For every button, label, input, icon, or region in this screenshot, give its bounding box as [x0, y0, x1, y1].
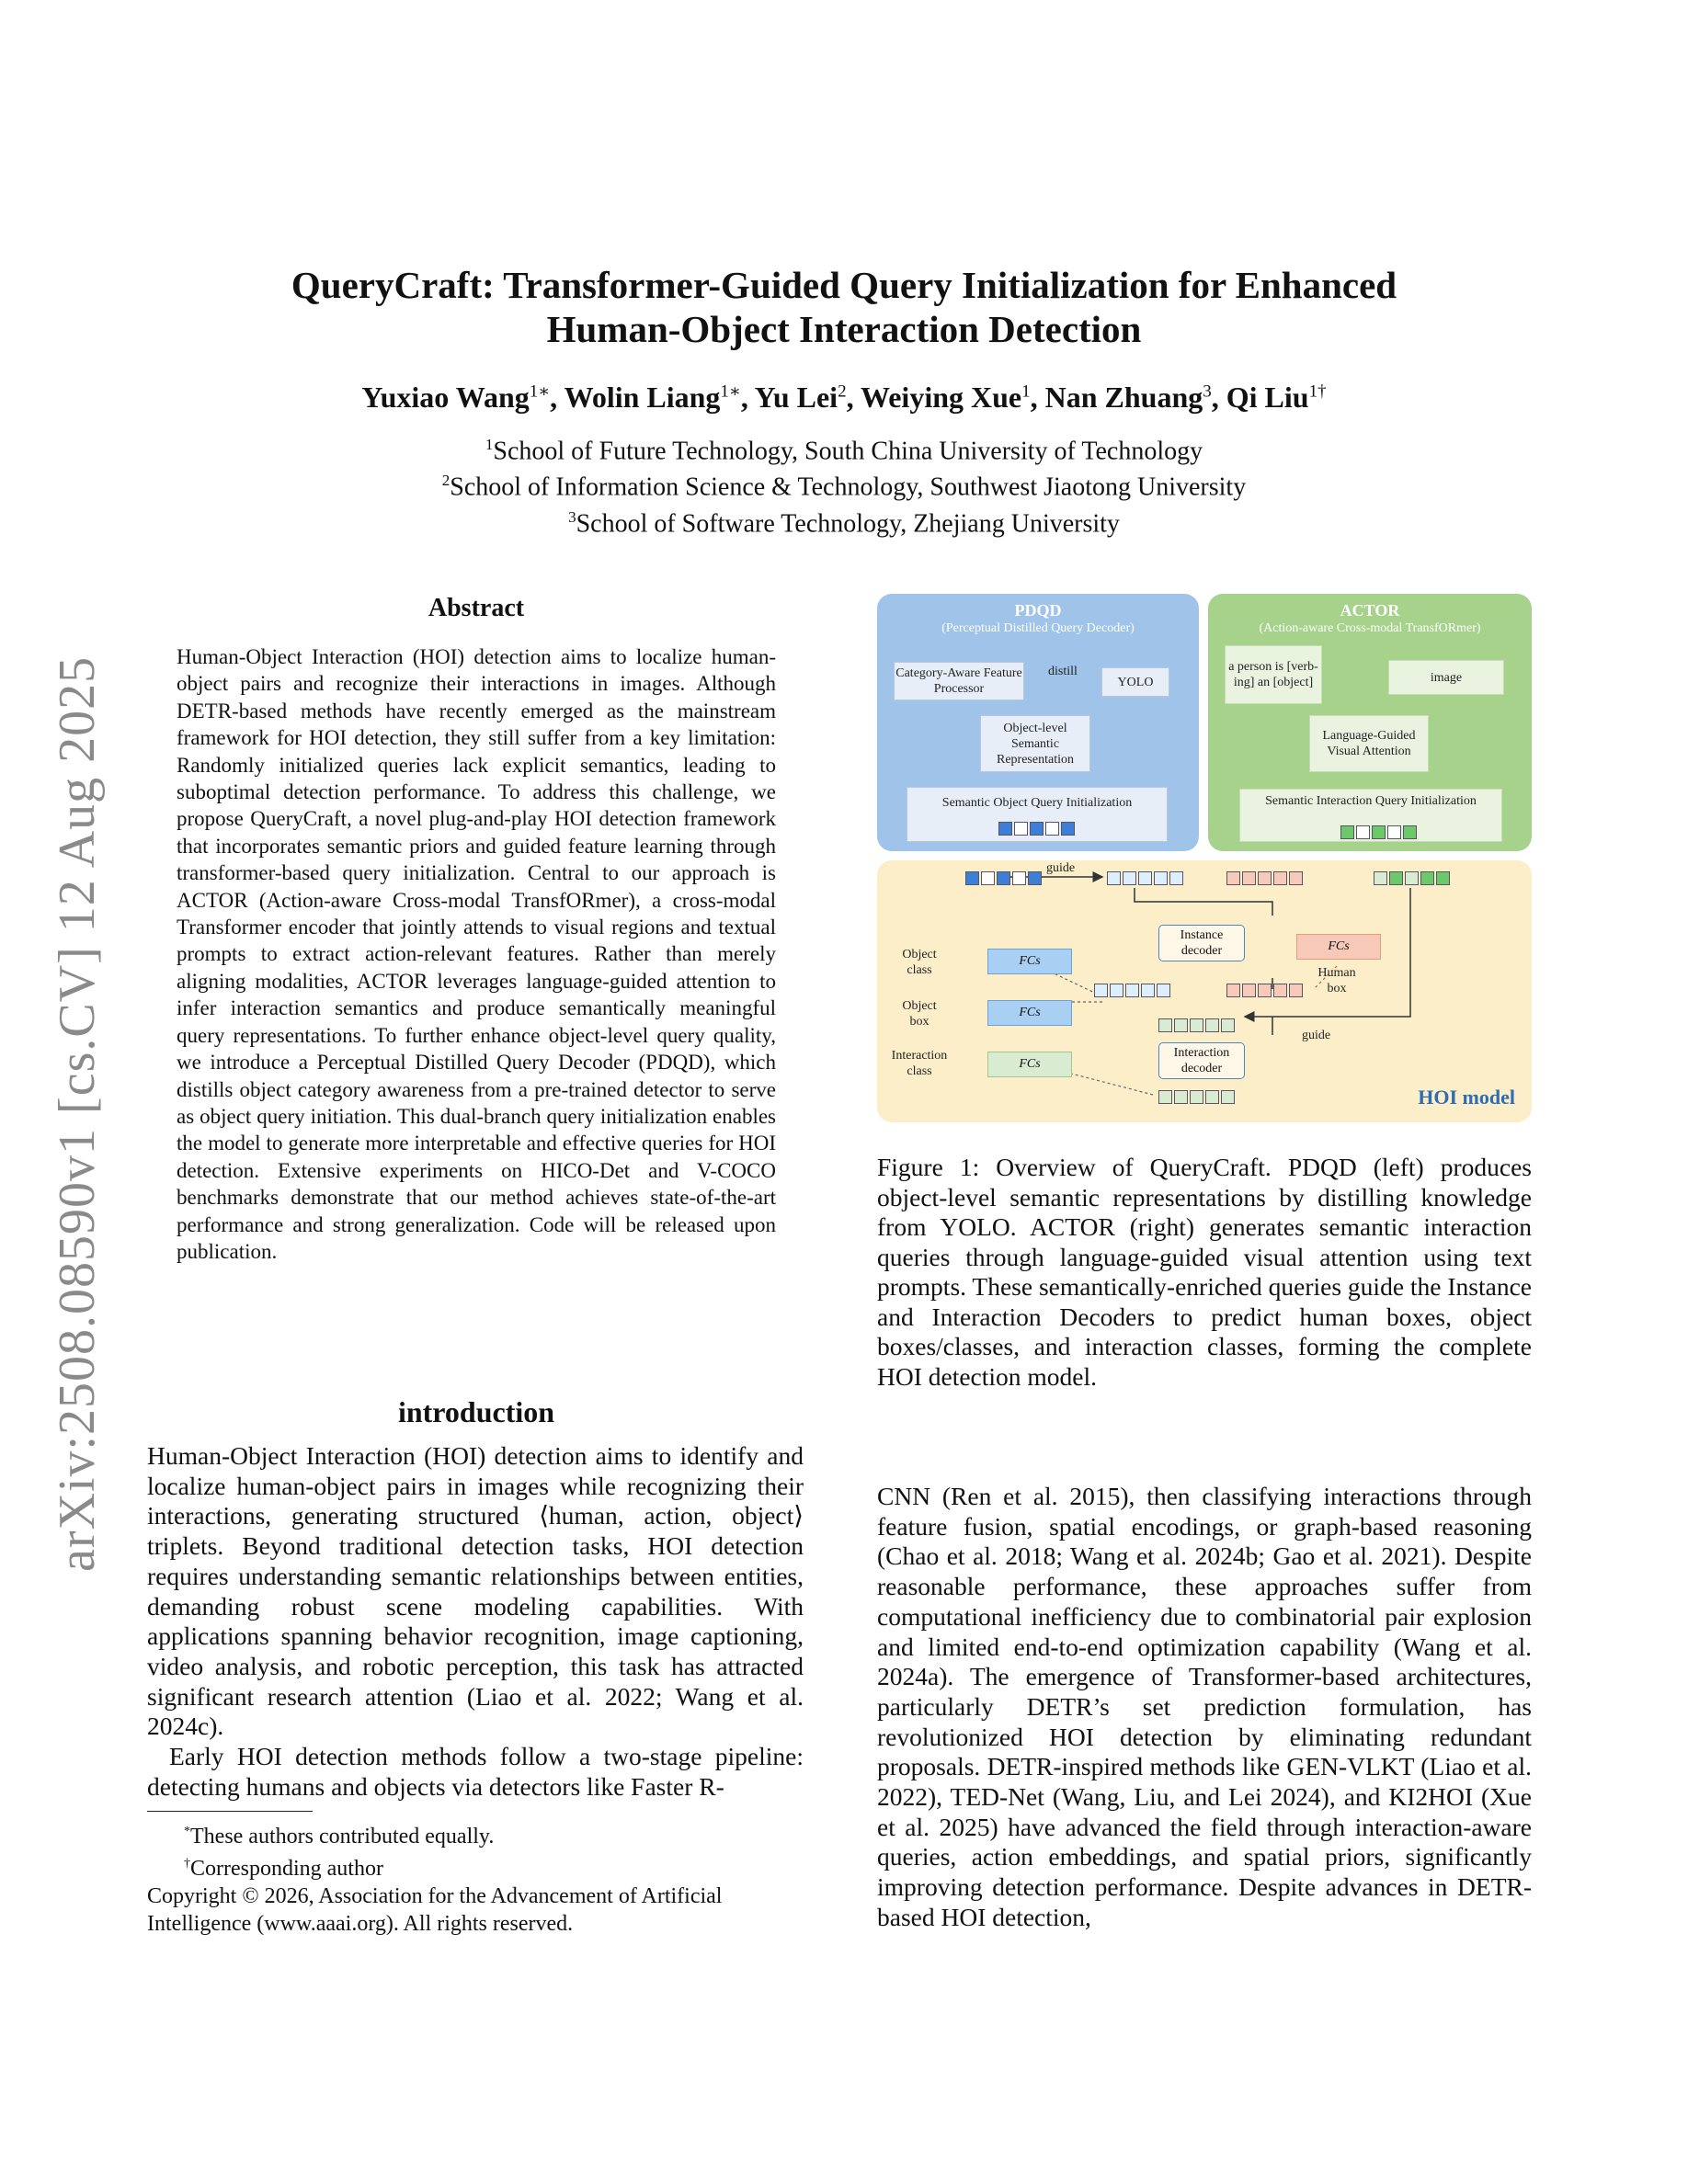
query-cell — [1405, 871, 1419, 885]
query-cell — [1154, 871, 1168, 885]
instance-output-row — [1094, 984, 1170, 997]
intro-paragraph-2: Early HOI detection methods follow a two-stage pipeline: detecting humans and objects via detectors like Faster R- — [147, 1742, 804, 1801]
object-class-label: Object class — [902, 948, 937, 977]
footnote-equal-contribution — [147, 1818, 805, 1850]
query-cell — [1107, 871, 1121, 885]
footnote-mark: † — [184, 1857, 190, 1871]
semantic-interaction-query-label: Semantic Interaction Query Initialization — [1265, 794, 1477, 808]
interaction-query-row — [1340, 825, 1417, 839]
affiliation-sup: 3 — [568, 507, 576, 526]
query-cell — [1028, 871, 1042, 885]
affiliation — [0, 466, 1688, 502]
query-cell — [1125, 984, 1139, 997]
query-cell — [1205, 1090, 1219, 1104]
query-cell — [1258, 984, 1272, 997]
query-cell — [1221, 1018, 1235, 1032]
query-cell — [1226, 984, 1240, 997]
query-cell — [965, 871, 979, 885]
language-guided-box: Language-Guided Visual Attention — [1309, 715, 1429, 772]
footnote-mark: * — [184, 1825, 190, 1838]
affiliations — [0, 430, 1688, 539]
query-cell — [1110, 984, 1123, 997]
query-cell — [1389, 871, 1403, 885]
query-cell — [1374, 871, 1387, 885]
query-cell — [1014, 822, 1028, 836]
instance-decoder-box: Instance decoder — [1158, 925, 1245, 961]
pdqd-title: PDQD — [1014, 601, 1062, 620]
query-cell — [1030, 822, 1044, 836]
distill-label: distill — [1048, 665, 1078, 678]
query-cell — [997, 871, 1010, 885]
query-cell — [1158, 1090, 1172, 1104]
query-cell — [1190, 1018, 1203, 1032]
query-cell — [1273, 871, 1287, 885]
footnotes — [147, 1818, 805, 1938]
interaction-output-row — [1158, 1090, 1235, 1104]
query-cell — [1123, 871, 1136, 885]
query-cell — [1340, 825, 1354, 839]
query-cell — [1094, 984, 1108, 997]
intro-paragraph-1: Human-Object Interaction (HOI) detection aims to identify and localize human-object pairs in images while recognizing their interactions, generating structured ⟨human, action, object⟩ triplets. Beyond traditional detection tasks, HOI detection requires understanding semantic relationships between entities, demanding robust scene modeling capabilities. With applications spanning behavior recognition, image captioning, video analysis, and robotic perception, this task has attracted significant research attention (Liao et al. 2022; Wang et al. 2024c). — [147, 1441, 804, 1741]
query-cell — [1289, 984, 1303, 997]
query-cell — [1289, 871, 1303, 885]
query-cell — [1242, 871, 1256, 885]
pdqd-panel — [877, 594, 1199, 851]
author-name: Wolin Liang — [564, 381, 721, 414]
query-cell — [1169, 871, 1183, 885]
prompt-box: a person is [verb-ing] an [object] — [1225, 645, 1322, 704]
introduction-body — [147, 1441, 804, 1802]
footnote-text: Corresponding author — [190, 1857, 383, 1881]
actor-panel — [1208, 594, 1532, 851]
title-line-1: QueryCraft: Transformer-Guided Query Initialization for Enhanced — [291, 264, 1397, 306]
author-sup: 1∗ — [529, 381, 551, 402]
human-output-row — [1226, 984, 1303, 997]
author-name: Nan Zhuang — [1044, 381, 1203, 414]
human-query-row — [1226, 871, 1303, 885]
hoi-model-label: HOI model — [1418, 1086, 1515, 1109]
affiliation-sup: 2 — [441, 472, 451, 490]
footnote-text: These authors contributed equally. — [190, 1825, 495, 1848]
query-cell — [1045, 822, 1059, 836]
footnote-corresponding — [147, 1850, 805, 1883]
query-cell — [1061, 822, 1075, 836]
figure-1-caption: Figure 1: Overview of QueryCraft. PDQD (left) produces object-level semantic representations by distilling knowledge from YOLO. ACTOR (right) generates semantic interaction queries through language-guided visual attention using text prompts. These semantically-enriched queries guide the Instance and Interaction Decoders to predict human boxes, object boxes/classes, and interaction classes, forming the complete HOI detection model. — [877, 1153, 1532, 1391]
pdqd-subtitle: (Perceptual Distilled Query Decoder) — [941, 621, 1135, 635]
query-cell — [1372, 825, 1386, 839]
author-sup: 2 — [838, 381, 847, 402]
object-box-fcs: FCs — [987, 1000, 1072, 1026]
object-query-row — [998, 822, 1075, 836]
author-name: Yu Lei — [754, 381, 838, 414]
query-cell — [1174, 1090, 1188, 1104]
query-cell — [1436, 871, 1450, 885]
affiliation-text: School of Software Technology, Zhejiang University — [576, 508, 1120, 538]
query-cell — [1012, 871, 1026, 885]
query-cell — [1387, 825, 1401, 839]
arxiv-identifier: arXiv:2508.08590v1 [cs.CV] 12 Aug 2025 — [49, 655, 106, 1572]
interaction-input-row — [1158, 1018, 1235, 1032]
title-line-2: Human-Object Interaction Detection — [546, 308, 1142, 350]
query-cell — [1157, 984, 1170, 997]
guide-label-bottom: guide — [1302, 1029, 1331, 1042]
object-semantic-box: Object-level Semantic Representation — [980, 715, 1090, 772]
affiliation — [0, 430, 1688, 466]
instance-query-row — [1107, 871, 1183, 885]
query-cell — [1221, 1090, 1235, 1104]
affiliation — [0, 503, 1688, 539]
hoi-interaction-query-row — [1374, 871, 1450, 885]
query-cell — [1420, 871, 1434, 885]
paper-title — [0, 263, 1688, 351]
abstract-heading: Abstract — [428, 594, 525, 622]
right-column-body: CNN (Ren et al. 2015), then classifying interactions through feature fusion, spatial encodings, or graph-based reasoning (Chao et al. 2018; Wang et al. 2024b; Gao et al. 2021). Despite reasonable performance, these approaches suffer from computational inefficiency due to combinatorial pair explosion and limited end-to-end optimization capability (Wang et al. 2024a). The emergence of Transformer-based architectures, particularly DETR’s set prediction formulation, has revolutionized HOI detection by eliminating redundant proposals. DETR-inspired methods like GEN-VLKT (Liao et al. 2022), TED-Net (Wang, Liu, and Lei 2024), and KI2HOI (Xue et al. 2025) have advanced the field through interaction-aware queries, action embeddings, and spatial priors, significantly improving detection performance. Despite advances in DETR-based HOI detection, — [877, 1482, 1532, 1931]
query-cell — [1141, 984, 1155, 997]
query-cell — [1356, 825, 1370, 839]
actor-title: ACTOR — [1340, 601, 1400, 620]
actor-subtitle: (Action-aware Cross-modal TransfORmer) — [1259, 621, 1481, 635]
query-cell — [1273, 984, 1287, 997]
footnote-rule — [147, 1811, 313, 1812]
affiliation-sup: 1 — [485, 436, 494, 453]
human-box-label: Human box — [1317, 966, 1356, 995]
interaction-class-label: Interaction class — [891, 1049, 948, 1078]
copyright-notice: Copyright © 2026, Association for the Advancement of Artificial Intelligence (www.aaai.org). All rights reserved. — [147, 1884, 723, 1936]
query-cell — [1258, 871, 1272, 885]
figure-1-diagram — [877, 594, 1532, 1122]
introduction-heading: introduction — [397, 1395, 555, 1428]
guide-label-top: guide — [1046, 861, 1076, 875]
instance-input-arrow — [1135, 888, 1272, 916]
author-list: Yuxiao Wang$^{1∗}$, Wolin Liang$^{1∗}$, Yu Lei$^2$, Weiying Xue$^1$, Nan Zhuang$^3$, Qi Liu$^{1\dagger}$ — [361, 381, 1327, 414]
human-fcs-box: FCs — [1296, 934, 1381, 960]
author-sup: 3 — [1203, 381, 1212, 402]
abstract-body: Human-Object Interaction (HOI) detection aims to localize human-object pairs and recognize their interactions in images. Although DETR-based methods have recently emerged as the mainstream framework for HOI detection, they still suffer from a key limitation: Randomly initialized queries lack explicit semantics, leading to suboptimal detection performance. To address this challenge, we propose QueryCraft, a novel plug-and-play HOI detection framework that incorporates semantic priors and guided feature learning through transformer-based query initialization. Central to our approach is ACTOR (Action-aware Cross-modal TransfORmer), a cross-modal Transformer encoder that jointly attends to visual regions and textual prompts to extract action-relevant features. Rather than merely aligning modalities, ACTOR leverages language-guided attention to infer interaction semantics and produce semantically meaningful query representations. To further enhance object-level query quality, we introduce a Perceptual Distilled Query Decoder (PDQD), which distills object category awareness from a pre-trained detector to serve as object query initiation. This dual-branch query initialization enables the model to generate more interpretable and effective queries for HOI detection. Extensive experiments on HICO-Det and V-COCO benchmarks demonstrate that our method achieves state-of-the-art performance and strong generalization. Code will be released upon publication. — [177, 645, 776, 1263]
affiliation-text: School of Information Science & Technology, Southwest Jiaotong University — [450, 472, 1247, 502]
affiliation-text: School of Future Technology, South China University of Technology — [493, 437, 1203, 466]
author-name: Qi Liu — [1226, 381, 1309, 414]
query-cell — [1403, 825, 1417, 839]
interaction-class-fcs: FCs — [987, 1052, 1072, 1077]
query-cell — [1138, 871, 1152, 885]
query-cell — [1242, 984, 1256, 997]
interaction-decoder-box: Interaction decoder — [1158, 1042, 1245, 1079]
object-box-label: Object box — [902, 999, 937, 1029]
yolo-box: YOLO — [1101, 667, 1169, 697]
query-cell — [981, 871, 995, 885]
author-sup: 1∗ — [720, 381, 741, 402]
image-box: image — [1388, 660, 1504, 695]
query-cell — [1190, 1090, 1203, 1104]
author-sup: 1 — [1021, 381, 1031, 402]
object-class-fcs: FCs — [987, 949, 1072, 974]
author-name: Weiying Xue — [860, 381, 1022, 414]
query-cell — [1205, 1018, 1219, 1032]
hoi-object-query-row — [965, 871, 1042, 885]
semantic-object-query-label: Semantic Object Query Initialization — [941, 796, 1133, 810]
category-aware-box: Category-Aware Feature Processor — [894, 662, 1024, 700]
author-name: Yuxiao Wang — [361, 381, 530, 414]
query-cell — [1174, 1018, 1188, 1032]
author-sup: 1† — [1308, 381, 1327, 402]
query-cell — [1226, 871, 1240, 885]
query-cell — [1158, 1018, 1172, 1032]
query-cell — [998, 822, 1012, 836]
